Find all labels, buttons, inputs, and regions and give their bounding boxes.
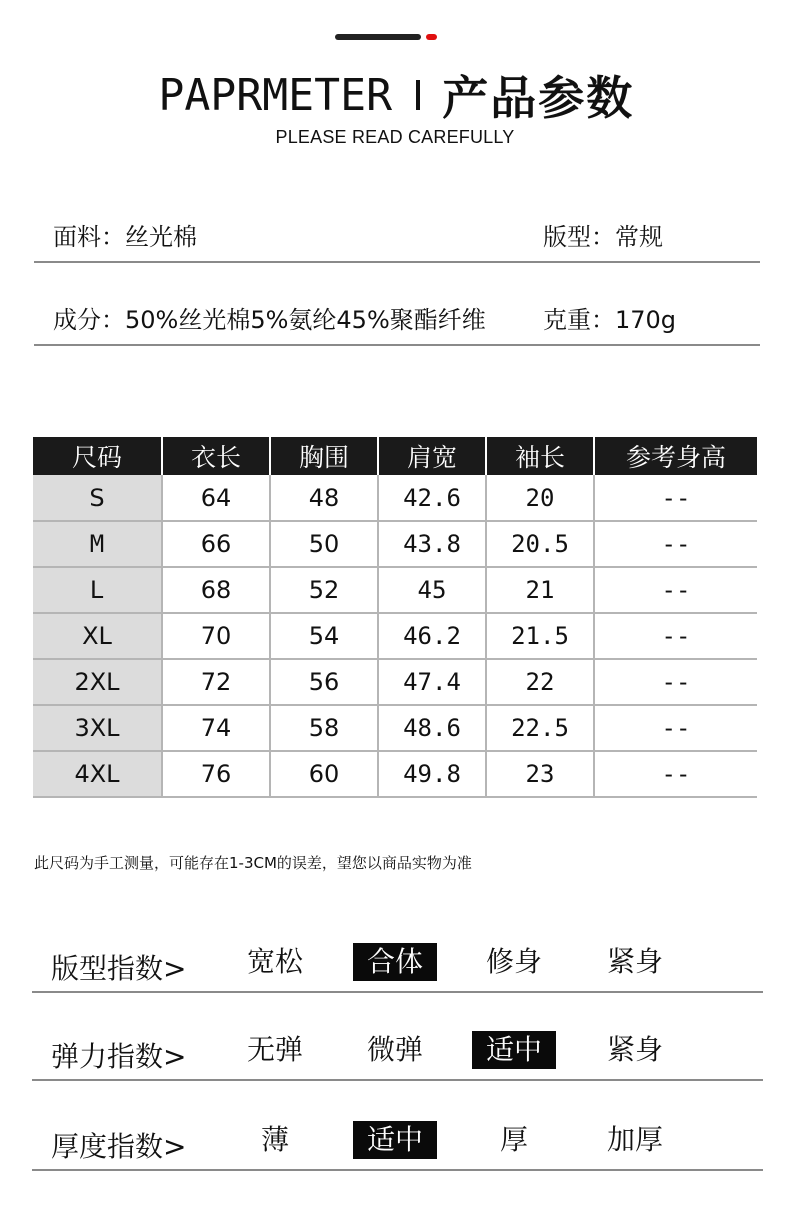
- elasticity-option: 适中: [472, 1031, 556, 1069]
- decorative-bar: [335, 34, 421, 40]
- header-sleeve: 袖长: [486, 437, 594, 475]
- table-cell: --: [594, 521, 757, 567]
- header-size: 尺码: [33, 437, 162, 475]
- table-cell: 68: [162, 567, 270, 613]
- header-shoulder: 肩宽: [378, 437, 486, 475]
- table-row: [33, 705, 757, 751]
- measurement-note: 此尺码为手工测量，可能存在1-3CM的误差，望您以商品实物为准: [34, 854, 472, 872]
- table-cell: 21.5: [486, 613, 594, 659]
- table-cell: 72: [162, 659, 270, 705]
- table-cell: 49.8: [378, 751, 486, 797]
- table-cell: --: [594, 659, 757, 705]
- fit-option: 紧身: [606, 945, 663, 978]
- fit-option: 修身: [485, 945, 542, 978]
- table-row: [33, 475, 757, 521]
- spec-row-fabric: [34, 199, 760, 263]
- size-cell: XL: [33, 613, 162, 659]
- spec-weight: 克重：170g: [543, 306, 677, 334]
- table-cell: 58: [270, 705, 378, 751]
- table-cell: 42.6: [378, 475, 486, 521]
- size-cell: L: [33, 567, 162, 613]
- table-cell: 21: [486, 567, 594, 613]
- table-cell: 52: [270, 567, 378, 613]
- elasticity-index-row: [32, 1021, 763, 1081]
- table-cell: 50: [270, 521, 378, 567]
- thickness-index-row: [32, 1111, 763, 1171]
- thickness-option: 厚: [499, 1123, 528, 1156]
- size-cell: M: [33, 521, 162, 567]
- thickness-index-label: 厚度指数>: [51, 1130, 187, 1163]
- elasticity-index-label: 弹力指数>: [51, 1040, 187, 1073]
- table-row: [33, 521, 757, 567]
- table-cell: 43.8: [378, 521, 486, 567]
- title-separator: [416, 80, 420, 110]
- elasticity-option: 微弹: [366, 1033, 423, 1066]
- decorative-red-dot: [426, 34, 437, 40]
- spec-fit-type: 版型：常规: [543, 223, 663, 251]
- table-cell: --: [594, 705, 757, 751]
- size-cell: S: [33, 475, 162, 521]
- fit-option: 宽松: [246, 945, 303, 978]
- size-table-header: [33, 437, 757, 475]
- table-row: [33, 659, 757, 705]
- fit-index-row: [32, 933, 763, 993]
- table-cell: 47.4: [378, 659, 486, 705]
- header-length: 衣长: [162, 437, 270, 475]
- table-cell: 64: [162, 475, 270, 521]
- size-cell: 2XL: [33, 659, 162, 705]
- table-row: [33, 567, 757, 613]
- table-cell: 74: [162, 705, 270, 751]
- table-cell: 23: [486, 751, 594, 797]
- title-chinese: 产品参数: [442, 71, 635, 125]
- table-cell: 48.6: [378, 705, 486, 751]
- page-title: [0, 62, 790, 124]
- subtitle: PLEASE READ CAREFULLY: [275, 127, 515, 147]
- table-cell: --: [594, 751, 757, 797]
- thickness-option: 加厚: [606, 1123, 663, 1156]
- size-cell: 3XL: [33, 705, 162, 751]
- header-chest: 胸围: [270, 437, 378, 475]
- table-cell: 70: [162, 613, 270, 659]
- table-cell: --: [594, 613, 757, 659]
- title-english: PAPRMETER: [158, 69, 392, 121]
- table-cell: 66: [162, 521, 270, 567]
- table-row: [33, 751, 757, 797]
- spec-row-composition: [34, 282, 760, 346]
- table-cell: 60: [270, 751, 378, 797]
- header-height: 参考身高: [594, 437, 757, 475]
- thickness-option: 薄: [260, 1123, 289, 1156]
- table-cell: 48: [270, 475, 378, 521]
- table-cell: 45: [378, 567, 486, 613]
- table-cell: --: [594, 567, 757, 613]
- table-cell: 54: [270, 613, 378, 659]
- table-cell: 76: [162, 751, 270, 797]
- table-cell: 46.2: [378, 613, 486, 659]
- thickness-option: 适中: [353, 1121, 437, 1159]
- table-cell: 56: [270, 659, 378, 705]
- table-cell: 22.5: [486, 705, 594, 751]
- elasticity-option: 无弹: [246, 1033, 303, 1066]
- table-cell: 20: [486, 475, 594, 521]
- elasticity-option: 紧身: [606, 1033, 663, 1066]
- spec-composition: 成分：50%丝光棉5%氨纶45%聚酯纤维: [53, 306, 486, 334]
- size-table: [33, 437, 757, 798]
- table-cell: 20.5: [486, 521, 594, 567]
- table-cell: --: [594, 475, 757, 521]
- size-cell: 4XL: [33, 751, 162, 797]
- spec-fabric: 面料：丝光棉: [53, 223, 197, 251]
- table-row: [33, 613, 757, 659]
- table-cell: 22: [486, 659, 594, 705]
- fit-option: 合体: [353, 943, 437, 981]
- fit-index-label: 版型指数>: [51, 952, 187, 985]
